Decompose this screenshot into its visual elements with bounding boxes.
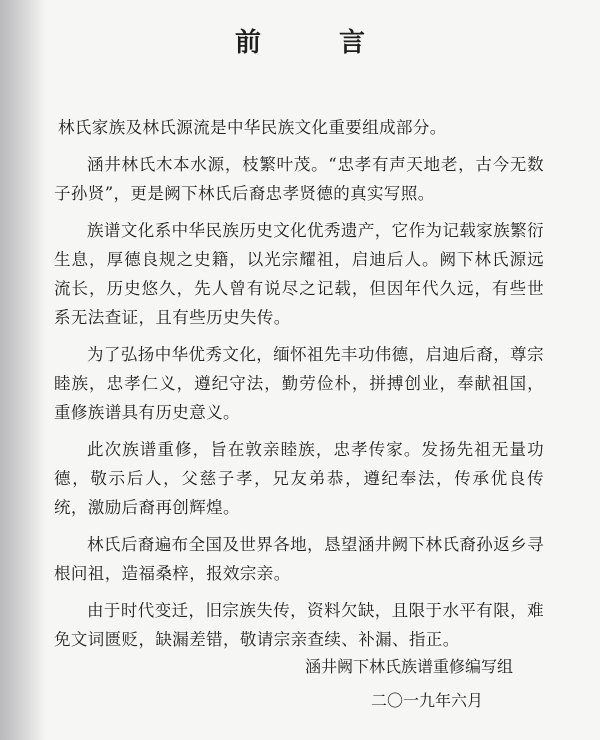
preface-body xyxy=(54,113,544,662)
paragraph-7: 由于时代变迁，旧宗族失传，资料欠缺，且限于水平有限，难免文词匮贬，缺漏差错，敬请宗亲查续、补漏、指正。 xyxy=(54,601,544,649)
paragraph-1: 林氏家族及林氏源流是中华民族文化重要组成部分。 xyxy=(58,118,447,137)
signature-date: 二〇一九年六月 xyxy=(371,691,484,710)
paragraph-6: 林氏后裔遍布全国及世界各地，恳望涵井阙下林氏裔孙返乡寻根问祖，造福桑梓，报效宗亲。 xyxy=(54,535,544,583)
paragraph-5: 此次族谱重修，旨在敦亲睦族，忠孝传家。发扬先祖无量功德，敬示后人，父慈子孝，兄友弟恭，遵纪奉法，传承优良传统，激励后裔再创辉煌。 xyxy=(54,440,544,517)
paragraph-2: 涵井林氏木本水源，枝繁叶茂。“忠孝有声天地老，古今无数子孙贤”，更是阙下林氏后裔忠孝贤德的真实写照。 xyxy=(54,155,544,203)
signature-organization: 涵井阙下林氏族谱重修编写组 xyxy=(305,657,514,676)
page-title: 前 言 xyxy=(234,28,391,58)
paragraph-3: 族谱文化系中华民族历史文化优秀遗产，它作为记载家族繁衍生息，厚德良规之史籍，以光宗耀祖，启迪后人。阙下林氏源远流长，历史悠久，先人曾有说尽之记载，但因年代久远，有些世系无法查证，且有些历史失传。 xyxy=(54,221,544,327)
paragraph-4: 为了弘扬中华优秀文化，缅怀祖先丰功伟德，启迪后裔，尊宗睦族，忠孝仁义，遵纪守法，勤劳俭朴，拼搏创业，奉献祖国，重修族谱具有历史意义。 xyxy=(54,345,544,422)
